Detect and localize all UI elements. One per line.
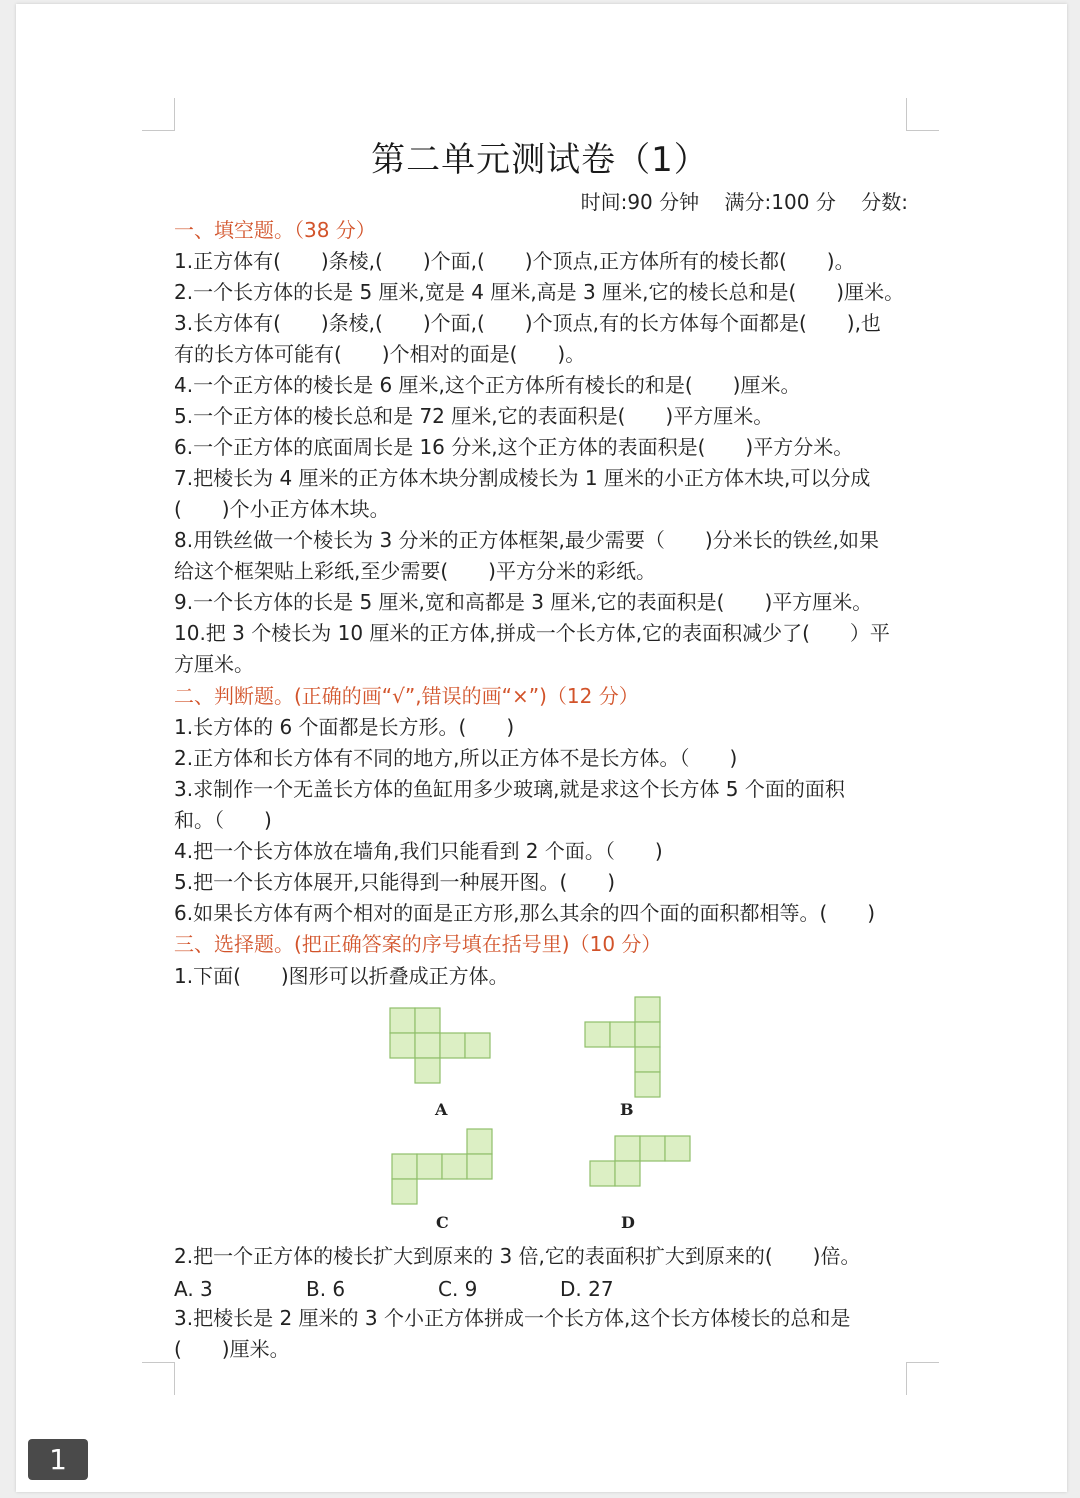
figure-label-d: D bbox=[621, 1213, 635, 1232]
question-line: 1.长方体的 6 个面都是长方形。( ) bbox=[174, 715, 515, 739]
question-line: 2.把一个正方体的棱长扩大到原来的 3 倍,它的表面积扩大到原来的( )倍。 bbox=[174, 1244, 861, 1268]
question-line: 2.正方体和长方体有不同的地方,所以正方体不是长方体。（ ) bbox=[174, 746, 738, 770]
question-line: 1.下面( )图形可以折叠成正方体。 bbox=[174, 964, 509, 988]
page-title: 第二单元测试卷（1） bbox=[371, 140, 709, 180]
question-line: 7.把棱长为 4 厘米的正方体木块分割成棱长为 1 厘米的小正方体木块,可以分成 bbox=[174, 466, 871, 490]
question-line: 1.正方体有( )条棱,( )个面,( )个顶点,正方体所有的棱长都( )。 bbox=[174, 249, 855, 273]
question-line: 5.把一个长方体展开,只能得到一种展开图。( ) bbox=[174, 870, 616, 894]
question-line: 4.一个正方体的棱长是 6 厘米,这个正方体所有棱长的和是( )厘米。 bbox=[174, 373, 801, 397]
exam-meta: 时间:90 分钟 满分:100 分 分数: bbox=[580, 190, 908, 214]
cube-net-figures bbox=[380, 992, 710, 1236]
net-d bbox=[590, 1136, 690, 1186]
question-line: 6.如果长方体有两个相对的面是正方形,那么其余的四个面的面积都相等。( ) bbox=[174, 901, 876, 925]
question-line: 8.用铁丝做一个棱长为 3 分米的正方体框架,最少需要（ )分米长的铁丝,如果 bbox=[174, 528, 880, 552]
question-line: ( )厘米。 bbox=[174, 1337, 290, 1361]
crop-mark-bottom-right bbox=[906, 1362, 939, 1395]
crop-mark-top-right bbox=[906, 98, 939, 131]
section-heading: 一、填空题。（38 分） bbox=[174, 218, 376, 242]
figure-label-a: A bbox=[435, 1100, 448, 1119]
option-d: D. 27 bbox=[560, 1277, 614, 1301]
question-line: 方厘米。 bbox=[174, 652, 254, 676]
question-line: 有的长方体可能有( )个相对的面是( )。 bbox=[174, 342, 586, 366]
option-c: C. 9 bbox=[438, 1277, 478, 1301]
question-line: 3.把棱长是 2 厘米的 3 个小正方体拼成一个长方体,这个长方体棱长的总和是 bbox=[174, 1306, 851, 1330]
option-a: A. 3 bbox=[174, 1277, 213, 1301]
net-b bbox=[585, 997, 660, 1097]
question-line: 9.一个长方体的长是 5 厘米,宽和高都是 3 厘米,它的表面积是( )平方厘米。 bbox=[174, 590, 873, 614]
net-c bbox=[392, 1129, 492, 1204]
figure-label-c: C bbox=[436, 1213, 449, 1232]
question-line: 6.一个正方体的底面周长是 16 分米,这个正方体的表面积是( )平方分米。 bbox=[174, 435, 854, 459]
crop-mark-top-left bbox=[142, 98, 175, 131]
question-line: 给这个框架贴上彩纸,至少需要( )平方分米的彩纸。 bbox=[174, 559, 656, 583]
option-b: B. 6 bbox=[306, 1277, 346, 1301]
question-line: 3.求制作一个无盖长方体的鱼缸用多少玻璃,就是求这个长方体 5 个面的面积 bbox=[174, 777, 845, 801]
question-line: 2.一个长方体的长是 5 厘米,宽是 4 厘米,高是 3 厘米,它的棱长总和是( )厘米。 bbox=[174, 280, 905, 304]
question-line: ( )个小正方体木块。 bbox=[174, 497, 390, 521]
figure-label-b: B bbox=[620, 1100, 634, 1119]
question-line: 5.一个正方体的棱长总和是 72 厘米,它的表面积是( )平方厘米。 bbox=[174, 404, 774, 428]
section-heading: 三、选择题。(把正确答案的序号填在括号里)（10 分） bbox=[174, 932, 662, 956]
question-line: 和。（ ) bbox=[174, 808, 272, 832]
section-heading: 二、判断题。(正确的画“√”,错误的画“×”)（12 分） bbox=[174, 684, 639, 708]
question-line: 10.把 3 个棱长为 10 厘米的正方体,拼成一个长方体,它的表面积减少了( ）平 bbox=[174, 621, 890, 645]
net-a bbox=[390, 1008, 490, 1083]
page-number-badge[interactable]: 1 bbox=[28, 1439, 88, 1480]
crop-mark-bottom-left bbox=[142, 1362, 175, 1395]
question-line: 4.把一个长方体放在墙角,我们只能看到 2 个面。（ ) bbox=[174, 839, 663, 863]
question-line: 3.长方体有( )条棱,( )个面,( )个顶点,有的长方体每个面都是( ),也 bbox=[174, 311, 881, 335]
